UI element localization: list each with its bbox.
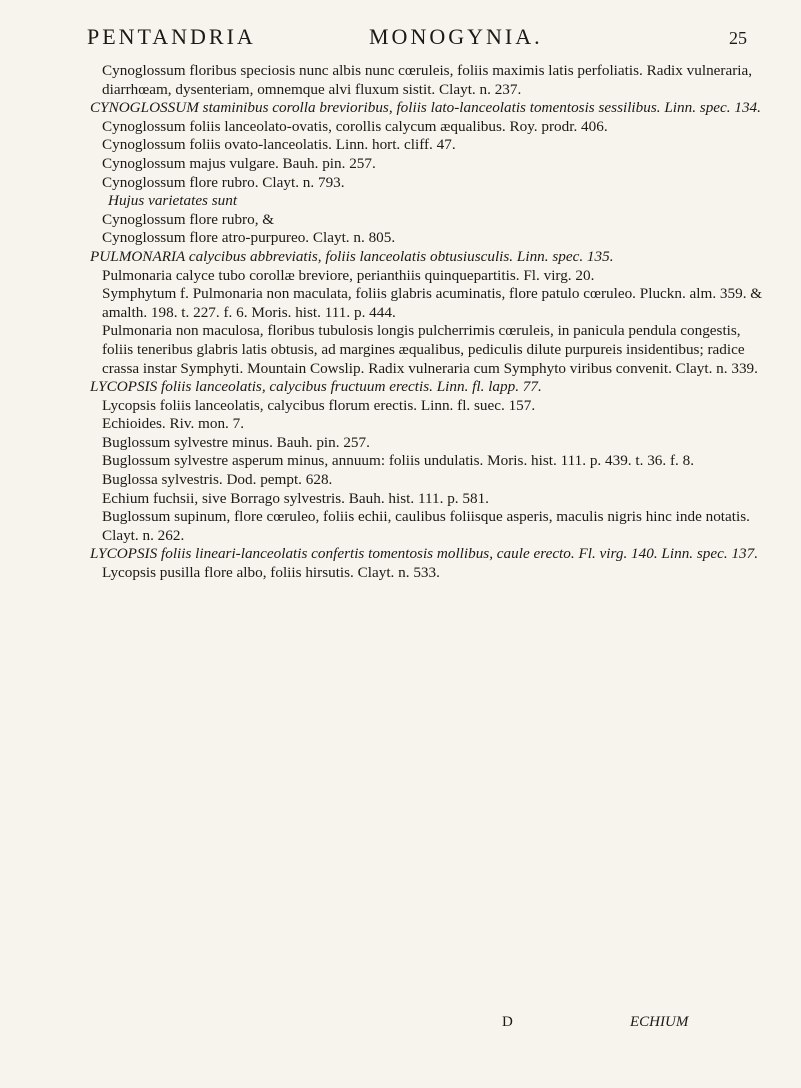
entry-3: Cynoglossum foliis ovato-lanceolatis. Linn. hort. cliff. 47. xyxy=(102,136,456,154)
header-class-name: PENTANDRIA xyxy=(87,24,256,49)
entry-11: Symphytum f. Pulmonaria non maculata, foliis glabris acuminatis, flore patulo cœruleo. Pluckn. alm. 359. & amalth. 198. t. 227. f. 6. Moris. hist. 111. p. 444. xyxy=(102,285,763,321)
page-body xyxy=(90,62,766,583)
entry-1: CYNOGLOSSUM staminibus corolla brevioribus, foliis lato-lanceolatis tomentosis sessilibus. Linn. spec. 134. xyxy=(90,99,761,117)
entry-7: Cynoglossum flore rubro, & xyxy=(102,210,275,228)
entry-10: Pulmonaria calyce tubo corollæ breviore, perianthiis quinquepartitis. Fl. virg. 20. xyxy=(102,266,595,284)
entry-13: LYCOPSIS foliis lanceolatis, calycibus fructuum erectis. Linn. fl. lapp. 77. xyxy=(90,378,542,396)
entry-19: Echium fuchsii, sive Borrago sylvestris. Bauh. hist. 111. p. 581. xyxy=(102,489,489,507)
page-number: 25 xyxy=(729,28,747,48)
entry-9: PULMONARIA calycibus abbreviatis, foliis lanceolatis obtusiusculis. Linn. spec. 135. xyxy=(90,247,614,265)
entry-12: Pulmonaria non maculosa, floribus tubulosis longis pulcherrimis cœruleis, in panicula pendula congestis, foliis teneribus glabris latis obtusis, ad margines æqualibus, pediculis dilute purpureis insidentibus; radice crassa instar Symphyti. Mountain Cowslip. Radix vulneraria cum Symphyto viribus convenit. Clayt. n. 339. xyxy=(102,322,758,377)
entry-18: Buglossa sylvestris. Dod. pempt. 628. xyxy=(102,471,333,489)
entry-17: Buglossum sylvestre asperum minus, annuum: foliis undulatis. Moris. hist. 111. p. 439. t. 36. f. 8. xyxy=(102,452,695,470)
entry-5: Cynoglossum flore rubro. Clayt. n. 793. xyxy=(102,173,345,191)
entry-22: Lycopsis pusilla flore albo, foliis hirsutis. Clayt. n. 533. xyxy=(102,564,440,582)
entry-2: Cynoglossum foliis lanceolato-ovatis, corollis calycum æqualibus. Roy. prodr. 406. xyxy=(102,117,608,135)
entry-21: LYCOPSIS foliis lineari-lanceolatis confertis tomentosis mollibus, caule erecto. Fl. virg. 140. Linn. spec. 137. xyxy=(90,545,759,563)
entry-0: Cynoglossum floribus speciosis nunc albis nunc cœruleis, foliis maximis latis perfoliatis. Radix vulneraria, diarrhœam, dysenteriam, omnemque alvi fluxum sistit. Clayt. n. 237. xyxy=(102,62,753,98)
header-order-name: MONOGYNIA. xyxy=(369,24,543,49)
catchword: ECHIUM xyxy=(630,1014,689,1030)
entry-6: Hujus varietates sunt xyxy=(108,192,238,210)
signature-mark: D xyxy=(502,1014,513,1030)
entry-20: Buglossum supinum, flore cœruleo, foliis echii, caulibus foliisque asperis, maculis nigris hinc inde notatis. Clayt. n. 262. xyxy=(102,508,750,544)
entry-8: Cynoglossum flore atro-purpureo. Clayt. n. 805. xyxy=(102,229,396,247)
entry-14: Lycopsis foliis lanceolatis, calycibus florum erectis. Linn. fl. suec. 157. xyxy=(102,396,536,414)
running-header xyxy=(87,24,747,54)
entry-4: Cynoglossum majus vulgare. Bauh. pin. 257. xyxy=(102,154,376,172)
entry-15: Echioides. Riv. mon. 7. xyxy=(102,415,245,433)
entry-16: Buglossum sylvestre minus. Bauh. pin. 257. xyxy=(102,433,370,451)
